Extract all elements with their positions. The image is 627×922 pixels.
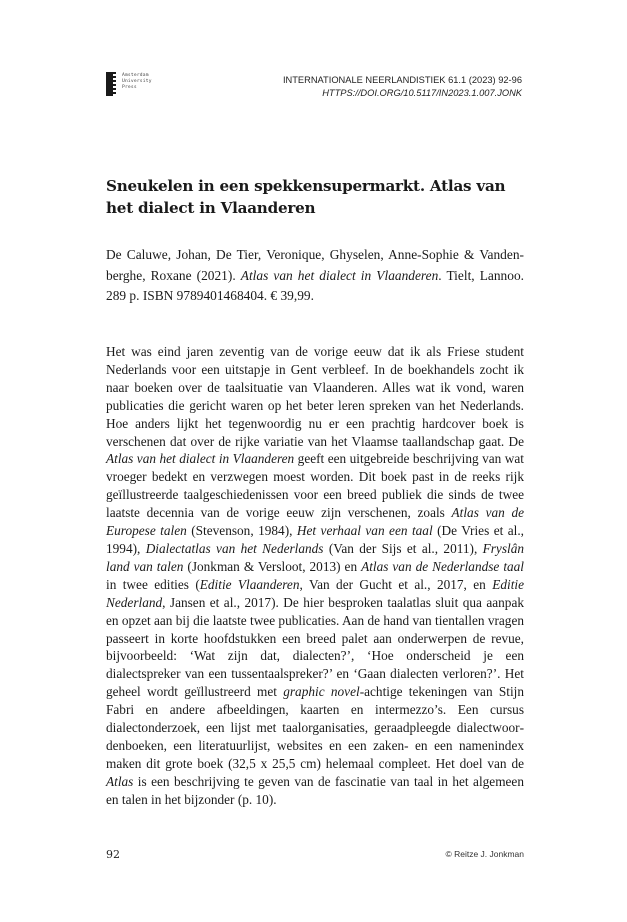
publisher-name-line: Amsterdam — [122, 73, 149, 78]
text-segment: in twee edities ( — [106, 576, 200, 592]
text-segment: -achtige tekeningen van Stijn Fabri en andere afbeeldingen, kaarten en intermezzo’s. Een cursus dialectonderzoek, een lijst met taalorganisaties, geraadpleegde dialectwoordenboeken, een literatuurlijst, websites en een zaken- en een namenindex maken dit grote boek (32,5 x 25,5 cm) helemaal compleet. Het doel van de — [106, 684, 525, 771]
doi-link[interactable]: HTTPS://DOI.ORG/10.5117/IN2023.1.007.JONK — [322, 88, 522, 98]
italic-title-segment: Atlas — [106, 773, 134, 789]
text-segment: (Jonkman & Versloot, 2013) en — [183, 558, 362, 574]
italic-title-segment: Atlas van de Nederlandse taal — [361, 558, 525, 574]
text-segment: geeft een uitgebreide beschrijving van wat vroeger bedekt en verzwegen moest worden. Dit boek past in de reeks rijk geïllustreerde taalgeschiedenissen voor een breed publiek die sinds de twee laatste decennia van de vorige eeuw zijn verschenen, zoals — [106, 451, 524, 521]
italic-title-segment: Dialectatlas van het Nederlands — [145, 540, 324, 556]
amsterdam-university-press-logo-icon — [106, 72, 114, 96]
publisher-name-line: University — [122, 79, 152, 85]
italic-title-segment: Editie Vlaanderen — [199, 576, 300, 592]
text-segment: (Stevenson, 1984), — [186, 523, 297, 539]
running-head — [283, 74, 522, 100]
text-segment: , Van der Gucht et al., 2017, en — [299, 576, 493, 592]
italic-title-segment: Het verhaal van een taal — [296, 523, 433, 539]
publisher-name-line: Press — [122, 85, 137, 91]
page-number: 92 — [106, 848, 120, 861]
text-segment: , Jansen et al., 2017). De hier besproken taalatlas sluit qua aanpak en opzet aan bij die laatste twee publicaties. Aan de hand van tientallen vragen passeert in korte hoofdstukken een breed palet aan onderwerpen de revue, bijvoorbeeld: ‘Wat zijn dat, dialecten?’, ‘Hoe onderscheid je een dialectspreker van een tussentaalspreker?’ en ‘Gaan dialecten verloren?’. Het geheel wordt geïllustreerd met — [106, 594, 524, 700]
text-segment: (Van der Sijs et al., 2011), — [323, 540, 483, 556]
italic-title-segment: Fryslân land van talen — [106, 540, 524, 574]
text-segment: Het was eind jaren zeventig van de vorige eeuw dat ik als Friese student Nederlands voor een uitstapje in Gent verbleef. In de boekhandels zocht ik naar boeken over de taalsituatie van Vlaanderen. Alles wat ik vond, waren publicaties die gericht waren op het beter leren spreken van het Nederlands. Hoe anders lijkt het tegenwoordig nu er een prachtig hardcover boek is verschenen dat over de rijke variatie van het Vlaamse taallandschap gaat. De — [106, 344, 524, 449]
copyright-notice: © Reitze J. Jonkman — [445, 849, 524, 859]
journal-citation: INTERNATIONALE NEERLANDISTIEK 61.1 (2023) 92-96 — [282, 75, 522, 85]
body-paragraph — [106, 343, 524, 809]
article-title: Sneukelen in een spekkensupermarkt. Atlas van het dialect in Vlaanderen — [106, 177, 506, 217]
citation-authors: De Caluwe, Johan, De Tier, Veronique, Ghyselen, Anne-Sophie & Vandenberghe, Roxane (2021). — [106, 247, 524, 283]
citation-book-title: Atlas van het dialect in Vlaanderen — [240, 267, 439, 283]
book-citation — [106, 245, 524, 307]
text-segment: is een beschrijving te geven van de fascinatie van taal in het algemeen en talen in het bijzonder (p. 10). — [106, 773, 524, 807]
publisher-name — [122, 72, 152, 92]
text-segment: (De Vries et al., 1994), — [106, 523, 524, 556]
italic-title-segment: Atlas van het dialect in Vlaanderen — [106, 451, 295, 467]
italic-title-segment: Editie Nederland — [106, 576, 524, 610]
italic-title-segment: graphic novel — [283, 684, 360, 700]
citation-publisher-info: . Tielt, Lannoo. 289 p. ISBN 9789401468404. € 39,99. — [106, 267, 524, 303]
publisher-logo — [106, 72, 152, 96]
italic-title-segment: Atlas van de Europese talen — [106, 505, 524, 539]
